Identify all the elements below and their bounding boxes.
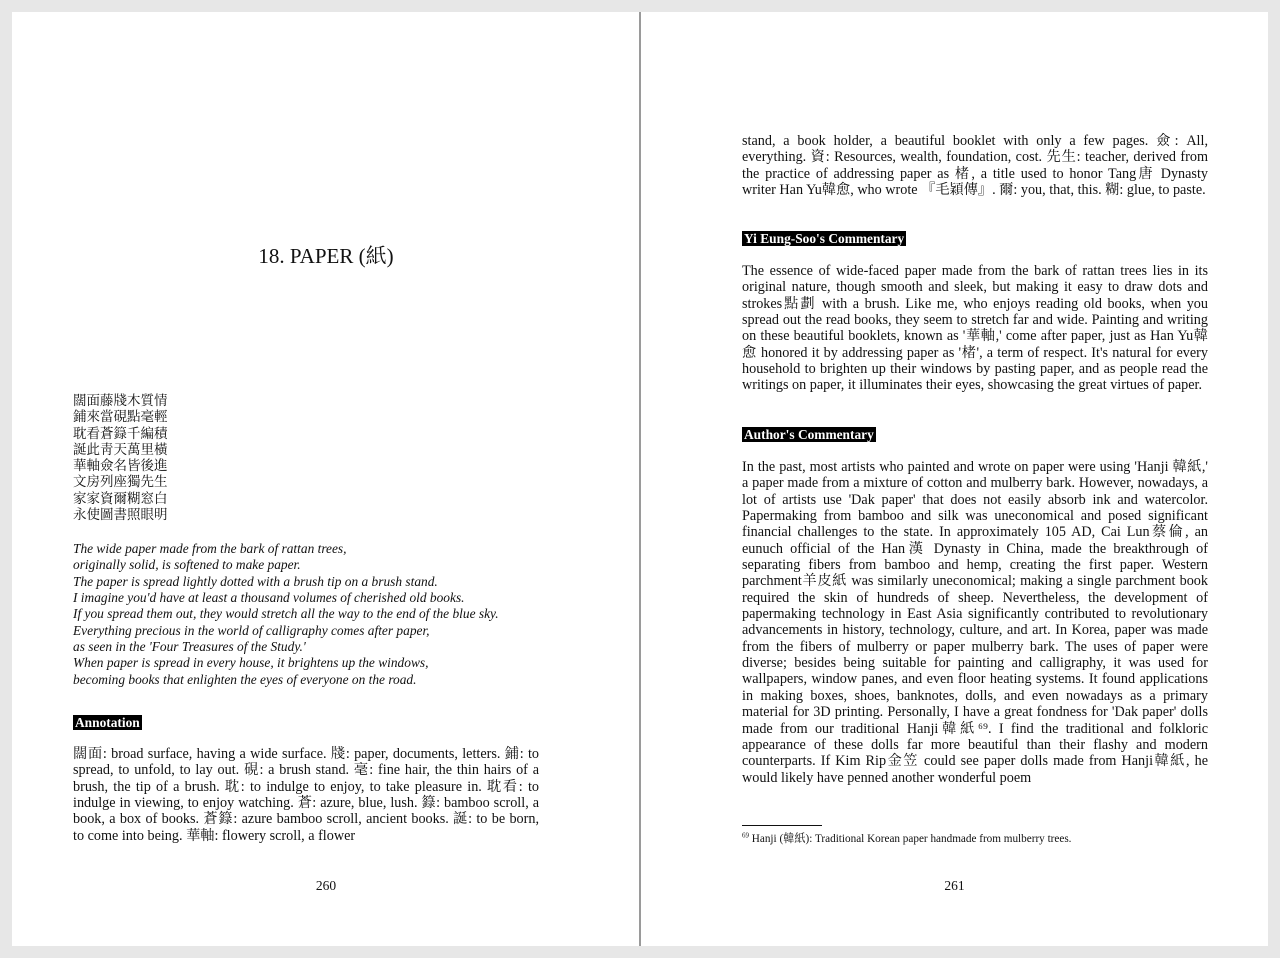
chapter-title: 18. PAPER (紙) [258,244,394,268]
footnote-rule [742,825,822,826]
continued-text: stand, a book holder, a beautiful booklet with only a few pages. 僉: All, everything. 資: Resources, wealth, foundation, cost. 先生: teacher, derived from the practice of addressing paper as 楮, a title used to honor Tang唐 Dynasty writer Han Yu韓愈, who wrote 『毛穎傳』. 爾: you, that, this. 糊: glue, to paste. [742,133,1208,199]
commentary2-heading: Author's Commentary [744,427,874,442]
poem-chinese [73,393,539,523]
poem-english-line: as seen in the 'Four Treasures of the Study.' [73,639,306,655]
commentary1-heading: Yi Eung-Soo's Commentary [744,231,905,246]
poem-english-line: The paper is spread lightly dotted with a brush tip on a brush stand. [73,573,438,589]
footnote-marker: 69 [742,831,749,840]
poem-chinese-line: 闊面藤牋木質情 [73,393,168,408]
page-number-right: 261 [944,878,965,893]
poem-english-line: If you spread them out, they would stretch all the way to the end of the blue sky. [73,606,499,622]
poem-chinese-line: 耽看蒼籙千編積 [73,425,168,441]
commentary1-text: The essence of wide-faced paper made from the bark of rattan trees lies in its original nature, though smooth and sleek, but making it easy to draw dots and strokes點劃 with a brush. Like me, who enjoys reading old books, when you spread out the read books, they seem to stretch far and wide. Painting and writing on these beautiful booklets, known as '華軸,' come after paper, just as Han Yu韓愈 honored it by addressing paper as '楮', a term of respect. It's natural for every household to brighten up their windows by pasting paper, and as people read the writings on paper, it illuminates their eyes, showcasing the great virtues of paper. [742,263,1208,394]
annotation-text: 闊面: broad surface, having a wide surface. 牋: paper, documents, letters. 鋪: to spread, to unfold, to lay out. 硯: a brush stand. 毫: fine hair, the thin hairs of a brush, the tip of a brush. 耽: to indulge to enjoy, to take pleasure in. 耽看: to indulge in viewing, to enjoy watching. 蒼: azure, blue, lush. 籙: bamboo scroll, a book, a box of books. 蒼籙: azure bamboo scroll, ancient books. 誕: to be born, to come into being. 華軸: flowery scroll, a flower [73,746,539,844]
poem-english-line: Everything precious in the world of calligraphy comes after paper, [73,622,430,638]
commentary2-heading-wrap [742,427,1208,443]
poem-chinese-line: 永使圖書照眼明 [73,507,168,523]
page-number-left: 260 [315,878,337,893]
commentary2-section [742,459,1208,786]
commentary2-text: In the past, most artists who painted and wrote on paper were using 'Hanji 韓紙,' a paper made from a mixture of cotton and mulberry bark. However, nowadays, a lot of artists use 'Dak paper' that does not easily absorb ink and watercolor. Papermaking from bamboo and silk was uneconomical and posed significant financial challenges to the state. In approximately 105 AD, Cai Lun蔡倫, an eunuch official of the Han漢 Dynasty in China, made the breakthrough of separating fibers from bamboo and hemp, creating the first paper. Western parchment羊皮紙 was similarly uneconomical; making a single parchment book required the skin of hundreds of sheep. Nevertheless, the development of papermaking technology in East Asia significantly contributed to revolutionary advancements in history, technology, culture, and art. In Korea, paper was made from the fibers of mulberry or paper mulberry bark. The uses of paper were diverse; besides being suitable for painting and calligraphy, it was used for wallpapers, window panes, and even floor heating systems. It found applications in making boxes, shoes, banknotes, dolls, and even nowadays as a primary material for 3D printing. Personally, I have a great fondness for 'Dak paper' dolls made from our traditional Hanji韓紙⁶⁹. I find the traditional and folkloric appearance of these dolls far more beautiful than their flashy and modern counterparts. If Kim Rip金笠 could see paper dolls made from Hanji韓紙, he would likely have penned another wonderful poem [742,459,1208,786]
annotation-heading-wrap [73,715,539,731]
poem-english [73,541,539,688]
annotation-heading: Annotation [75,715,140,730]
poem-english-line: When paper is spread in every house, it brightens up the windows, [73,655,429,671]
annotation-section [73,746,539,844]
continued-annotation [742,133,1208,198]
right-page [641,12,1268,946]
poem-english-line: becoming books that enlighten the eyes of everyone on the road. [73,671,417,687]
poem-english-line: I imagine you'd have at least a thousand volumes of cherished old books. [73,590,465,606]
poem-chinese-line: 文房列座獨先生 [73,474,168,490]
poem-english-line: The wide paper made from the bark of rattan trees, [73,541,347,556]
footnote-text: Hanji (韓紙): Traditional Korean paper handmade from mulberry trees. [751,833,1072,845]
left-page [12,12,640,946]
poem-chinese-line: 家家資爾糊窓白 [73,490,168,506]
commentary1-heading-wrap [742,231,1208,247]
poem-chinese-line: 誕此靑天萬里橫 [73,441,168,457]
commentary1-section [742,263,1208,394]
poem-english-line: originally solid, is softened to make paper. [73,557,301,573]
poem-chinese-line: 華軸僉名皆後進 [73,458,168,474]
poem-chinese-line: 鋪來當硯點毫輕 [73,409,168,425]
footnote [742,832,1212,846]
